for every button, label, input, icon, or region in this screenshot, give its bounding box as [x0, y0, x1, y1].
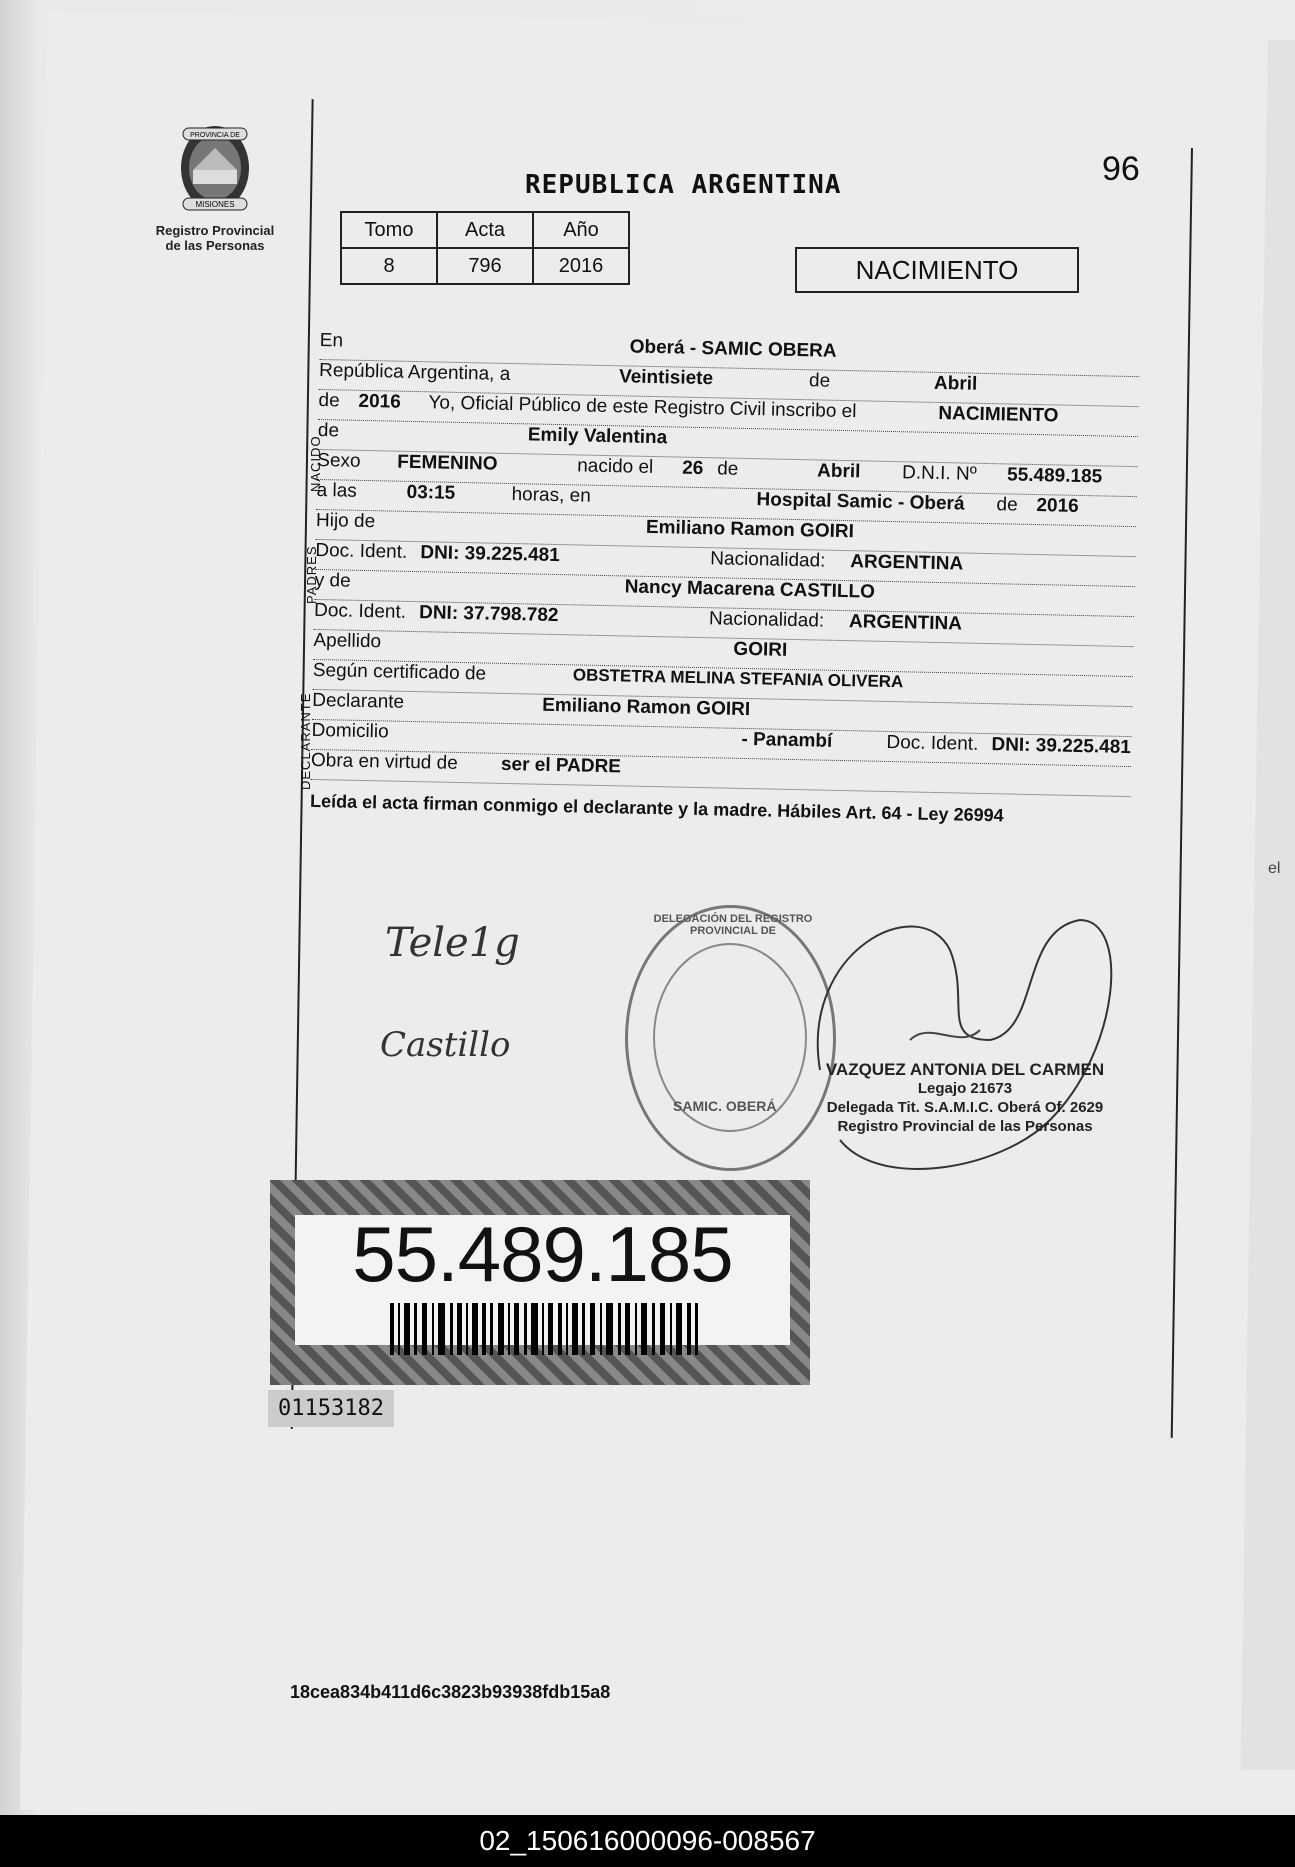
- label-nacionalidad-2: Nacionalidad:: [708, 608, 825, 632]
- label-nacido-el: nacido el: [576, 455, 654, 479]
- mother-name: Nancy Macarena CASTILLO: [624, 576, 876, 603]
- value-acta: 796: [437, 248, 533, 284]
- value-ano: 2016: [533, 248, 629, 284]
- label-doc-ident-3: Doc. Ident.: [886, 731, 979, 755]
- yo-text: Yo, Oficial Público de este Registro Civil inscribo el: [428, 392, 857, 423]
- label-declarante: Declarante: [312, 689, 405, 713]
- declarante: Emiliano Ramon GOIRI: [541, 694, 751, 721]
- certificado: OBSTETRA MELINA STEFANIA OLIVERA: [572, 665, 904, 692]
- father-nationality: ARGENTINA: [850, 551, 964, 575]
- value-tomo: 8: [341, 248, 437, 284]
- label-certificado: Según certificado de: [312, 659, 487, 685]
- label-nacionalidad: Nacionalidad:: [710, 548, 826, 572]
- birth-year: 2016: [1036, 495, 1079, 517]
- logo-line-2: de las Personas: [165, 238, 265, 253]
- birth-place: Hospital Samic - Oberá: [756, 489, 965, 515]
- seal-top-text: PROVINCIA DE: [190, 132, 240, 139]
- sticker-label: [295, 1210, 790, 1345]
- header-ano: Año: [533, 212, 629, 248]
- birth-day: 26: [681, 457, 704, 480]
- label-republica: República Argentina, a: [318, 359, 511, 385]
- surname: GOIRI: [733, 638, 788, 661]
- label-obra: Obra en virtud de: [310, 749, 458, 774]
- sticker-number: 55.489.185: [352, 1210, 733, 1298]
- label-de-3: de: [317, 419, 340, 442]
- closing-text: Leída el acta firman conmigo el declarante y la madre. Hábiles Art. 64 - Ley 26994: [309, 790, 1004, 826]
- place: Oberá - SAMIC OBERA: [629, 336, 837, 362]
- label-de-5: de: [996, 494, 1018, 516]
- label-de: de: [808, 370, 831, 392]
- obra: ser el PADRE: [500, 753, 622, 778]
- signature-mother: Castillo: [380, 1025, 511, 1065]
- mother-nationality: ARGENTINA: [848, 611, 963, 635]
- record-table: [340, 211, 630, 285]
- label-y-de: y de: [314, 569, 351, 592]
- logo-line-1: Registro Provincial: [155, 223, 275, 238]
- label-apellido: Apellido: [313, 629, 382, 653]
- year: 2016: [358, 390, 402, 413]
- province-shield-icon: [175, 118, 255, 218]
- label-doc-ident-2: Doc. Ident.: [313, 599, 407, 623]
- official-name: VAZQUEZ ANTONIA DEL CARMEN: [825, 1060, 1105, 1079]
- header-acta: Acta: [437, 212, 533, 248]
- stamp-inner-text: SAMIC. OBERÁ: [673, 1098, 777, 1114]
- dni: 55.489.185: [1006, 464, 1103, 488]
- signature-father: Tele1g: [385, 920, 520, 966]
- side-label-padres: PADRES: [304, 545, 319, 604]
- dni-sticker: [270, 1180, 810, 1385]
- birth-time: 03:15: [406, 481, 456, 504]
- label-de-4: de: [716, 458, 739, 480]
- official-role: Delegada Tit. S.A.M.I.C. Oberá Of. 2629: [826, 1099, 1104, 1116]
- label-hijo-de: Hijo de: [315, 509, 376, 533]
- stamp-ring-text: DELEGACIÓN DEL REGISTRO PROVINCIAL DE: [653, 913, 813, 937]
- birth-record-form: [310, 330, 1140, 829]
- side-label-nacido: NACIDO: [308, 435, 323, 492]
- seal-bottom-text: MISIONES: [195, 200, 235, 209]
- declarante-doc: DNI: 39.225.481: [991, 734, 1132, 759]
- serial-number: 01153182: [268, 1390, 394, 1427]
- right-border-line: [1171, 148, 1193, 1438]
- domicilio: - Panambí: [741, 728, 833, 752]
- inscribe-type: NACIMIENTO: [938, 402, 1059, 427]
- registry-logo: [140, 118, 290, 253]
- father-doc: DNI: 39.225.481: [420, 542, 560, 567]
- label-sexo: Sexo: [317, 449, 361, 472]
- month: Abril: [933, 372, 978, 395]
- page-number: 96: [1102, 150, 1140, 188]
- header-tomo: Tomo: [341, 212, 437, 248]
- label-dni: D.N.I. Nº: [901, 462, 977, 485]
- document-hash: 18cea834b411d6c3823b93938fdb15a8: [290, 1682, 611, 1702]
- official-signature-icon: [800, 890, 1120, 1200]
- label-en: En: [319, 330, 344, 352]
- mother-doc: DNI: 37.798.782: [418, 602, 559, 627]
- edge-text: el: [1268, 860, 1281, 877]
- label-horas-en: horas, en: [511, 484, 592, 507]
- child-name: Emily Valentina: [527, 424, 668, 449]
- side-label-declarante: DECLARANTE: [298, 692, 313, 790]
- label-doc-ident: Doc. Ident.: [315, 539, 408, 563]
- birth-month: Abril: [816, 460, 861, 483]
- label-de-2: de: [318, 389, 340, 412]
- barcode-icon: [390, 1303, 700, 1355]
- official-org: Registro Provincial de las Personas: [837, 1118, 1093, 1135]
- scan-footer-id: 02_150616000096-008567: [0, 1815, 1295, 1867]
- label-a-las: a las: [316, 479, 357, 502]
- sexo: FEMENINO: [397, 451, 498, 475]
- official-seal: [815, 1060, 1115, 1136]
- record-type-box: NACIMIENTO: [795, 247, 1079, 293]
- official-legajo: Legajo 21673: [917, 1080, 1013, 1097]
- father-name: Emiliano Ramon GOIRI: [645, 516, 855, 543]
- day-words: Veintisiete: [618, 366, 714, 390]
- label-domicilio: Domicilio: [311, 719, 389, 743]
- document-title: REPUBLICA ARGENTINA: [525, 170, 842, 200]
